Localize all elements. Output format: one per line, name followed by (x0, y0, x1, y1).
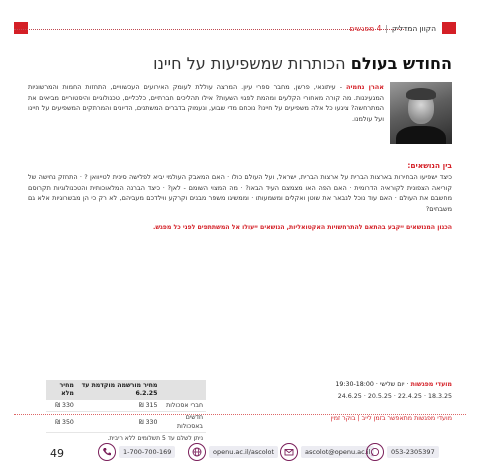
price-table-header (46, 380, 206, 400)
footer-email[interactable] (280, 443, 374, 461)
price-header-empty (160, 380, 206, 400)
photo-body (396, 126, 446, 144)
price-header-early: מחיר מורשמה מוקדמת עד 6.2.25 (77, 380, 161, 400)
lecturer-bio-text: - עיתונאי, פרשן, מחבר ספרי עיון. המרצה עוללת לעומק האירועים העכשוויים, התחזות החמות והמרשוניות המגעיננות. מה קורה מאחורי הקלעים ומהמת לפגוי השעות? אילו תהליכים חברתיים, כלכליים, טכנולוגיים והיסטוריים מביאים את המתרחשה? ציגעו כל אלה משפיעים על חיינו? נוכחם מדי שבוע, ונעמוק בדברים המשתנים, הדיונים והמרתקים המשפיעים על חיינו ועל עולמנו. (28, 83, 384, 123)
price-row-full: 350 ₪ (46, 412, 77, 433)
footer-phone-main[interactable] (98, 443, 175, 461)
price-row-early: 315 ₪ (77, 400, 161, 412)
lecturer-bio (28, 82, 384, 124)
mail-icon (280, 443, 298, 461)
price-row-label: חברי אסכולות (160, 400, 206, 412)
footer-divider (14, 414, 466, 415)
phone-main-text: 1-700-700-169 (119, 446, 175, 458)
topics-note: הכנון המנושאים ייקבע בהתאם להתרחשויות האקטואליות, הנושאים ייעולו אל המשתתפים לפני כל מפגש. (152, 224, 452, 231)
page-number: 49 (50, 447, 64, 460)
magazine-name: הקוון המדליק (391, 23, 436, 33)
schedule-time: 19:30-18:00 (335, 381, 374, 388)
whatsapp-text: 053-2305397 (387, 446, 439, 458)
globe-icon (188, 443, 206, 461)
footer-website[interactable] (188, 443, 278, 461)
page-footer (0, 443, 480, 465)
schedule-online: מועדי מפגשות מתאפשר בזמן לייב | בוקר זמין (330, 415, 452, 422)
table-row (46, 400, 206, 412)
photo-hair (406, 88, 436, 100)
header-left-marker (14, 22, 28, 34)
header-divider (14, 29, 404, 30)
page-header (349, 22, 456, 34)
price-footnote: ניתן לשלם עד 5 תשלומים ללא ריבית. (107, 435, 203, 442)
footer-phone-whatsapp[interactable] (366, 443, 439, 461)
price-header-full: מחיר מלא (46, 380, 77, 400)
whatsapp-icon (366, 443, 384, 461)
schedule-dates: 18.3.25 · 22.4.25 · 20.5.25 · 24.6.25 (337, 393, 452, 400)
schedule-label: מועדי מפגשות (410, 381, 452, 388)
schedule-days: · יום שלישי · (375, 381, 409, 388)
topics-text: כיצד ישפיעו הבחירות בארצות הברית על ארצות הברית, ישראל, ועל העולם כולו · האם המאבק העולמי יביא לפלישה סינית לטייוואן ? · התחזק נחישה של קוריאה הצפונית לקוראיה הדרומית · האם הפה האו מצמצם העיד הבאו? · מה המצוי השומם - לאן? · כיצד הברנה המלאוכותית והטכנולוגיות תקרוסם מחשבם את העולם · האם עוד נוכל לנבאר את שוטן ואקלים ומשמעותו · וממשיגו משפר מבנים וקרקע ווילדכם מעביהם, לא רק כי הן מבשרוגיות אלא גם משבחים? (28, 173, 452, 213)
topics-heading: בין הנושאים: (407, 161, 452, 170)
price-row-full: 330 ₪ (46, 400, 77, 412)
email-text: ascolot@openu.ac.il (301, 446, 374, 458)
price-row-label: חדשים באסכולות (160, 412, 206, 433)
lecturer-name: אהרן נחמיה (346, 83, 384, 91)
phone-icon (98, 443, 116, 461)
course-title-rest: הכותרות שמשפיעות על חיינו (153, 54, 346, 73)
website-text: openu.ac.il/ascolot (209, 446, 278, 458)
price-row-early: 330 ₪ (77, 412, 161, 433)
price-table (46, 380, 206, 444)
course-title (153, 54, 452, 73)
header-separator: | (385, 23, 388, 33)
section-label: 4 מפגשים (349, 23, 382, 33)
course-title-bold: החודש בעולם (350, 54, 452, 73)
lecturer-photo (390, 82, 452, 144)
schedule-block (292, 379, 452, 425)
header-marker (442, 22, 456, 34)
